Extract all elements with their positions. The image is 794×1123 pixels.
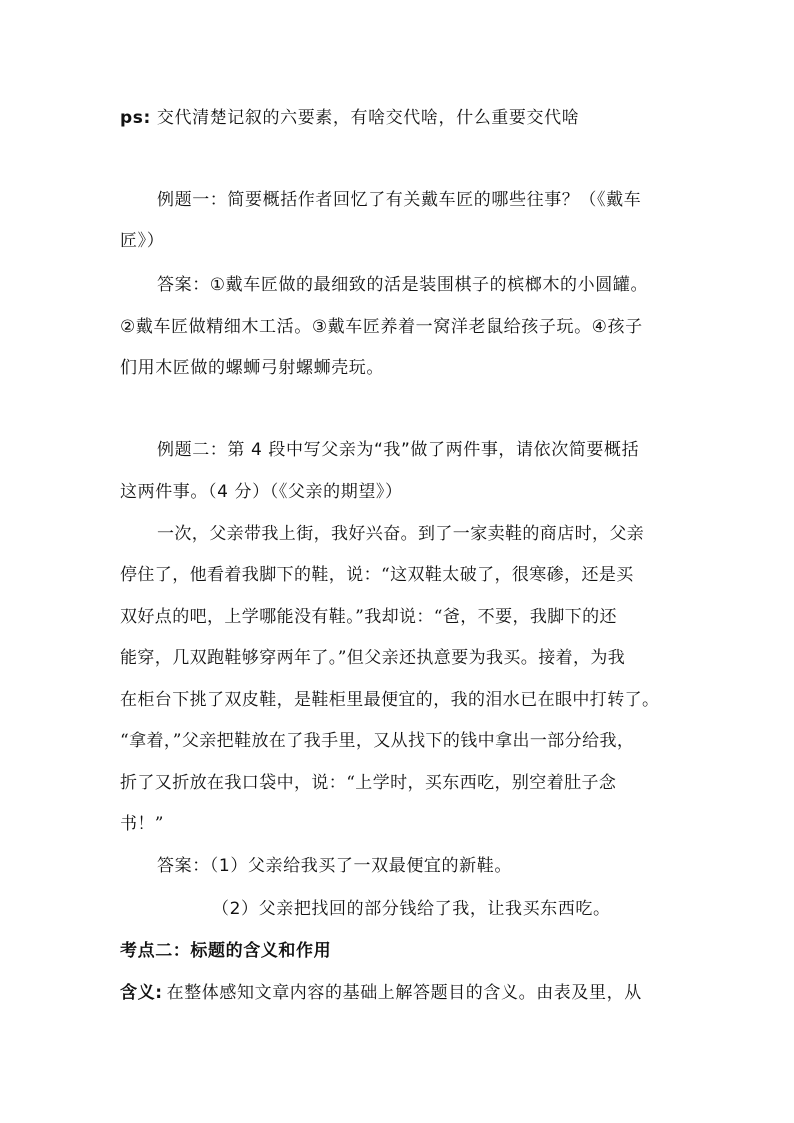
passage-line-7: 折了又折放在我口袋中，说：“上学时，买东西吃，别空着肚子念 bbox=[120, 773, 617, 793]
example2-answer-line-2: （2）父亲把找回的部分钱给了我，让我买东西吃。 bbox=[212, 899, 611, 919]
passage-line-2: 停住了，他看着我脚下的鞋，说：“这双鞋太破了，很寒碜，还是买 bbox=[120, 565, 634, 585]
passage-line-8: 书！” bbox=[120, 814, 164, 834]
meaning-text: 在整体感知文章内容的基础上解答题目的含义。由表及里，从 bbox=[166, 983, 642, 1003]
section-heading: 考点二：标题的含义和作用 bbox=[120, 941, 332, 961]
example1-answer-line-2: ②戴车匠做精细木工活。③戴车匠养着一窝洋老鼠给孩子玩。④孩子 bbox=[120, 317, 643, 337]
passage-line-4: 能穿，几双跑鞋够穿两年了。”但父亲还执意要为我买。接着，为我 bbox=[120, 648, 626, 668]
example1-answer-line-3: 们用木匠做的螺蛳弓射螺蛳壳玩。 bbox=[120, 358, 384, 378]
passage-line-6: “拿着，”父亲把鞋放在了我手里，又从找下的钱中拿出一部分给我， bbox=[120, 731, 635, 751]
passage-line-3: 双好点的吧，上学哪能没有鞋。”我却说：“爸，不要，我脚下的还 bbox=[120, 607, 617, 627]
passage-line-5: 在柜台下挑了双皮鞋，是鞋柜里最便宜的，我的泪水已在眼中打转了。 bbox=[120, 690, 660, 710]
example1-question-line-1: 例题一：简要概括作者回忆了有关戴车匠的哪些往事？（《戴车 bbox=[157, 190, 642, 210]
passage-line-1: 一次，父亲带我上街，我好兴奋。到了一家卖鞋的商店时，父亲 bbox=[157, 524, 645, 544]
meaning-line bbox=[120, 983, 680, 1003]
example2-question-line-1: 例题二：第 4 段中写父亲为“我”做了两件事，请依次简要概括 bbox=[157, 440, 640, 460]
ps-note bbox=[120, 108, 680, 128]
example2-answer-line-1: 答案：（1）父亲给我买了一双最便宜的新鞋。 bbox=[157, 856, 512, 876]
ps-text: 交代清楚记叙的六要素，有啥交代啥，什么重要交代啥 bbox=[156, 108, 580, 128]
example2-question-line-2: 这两件事。（4 分）（《父亲的期望》） bbox=[120, 482, 403, 502]
meaning-label: 含义: bbox=[120, 983, 163, 1003]
example1-question-line-2: 匠》） bbox=[120, 231, 165, 251]
ps-label: ps: bbox=[120, 108, 151, 128]
example1-answer-line-1: 答案：①戴车匠做的最细致的活是装围棋子的槟榔木的小圆罐。 bbox=[157, 275, 649, 295]
